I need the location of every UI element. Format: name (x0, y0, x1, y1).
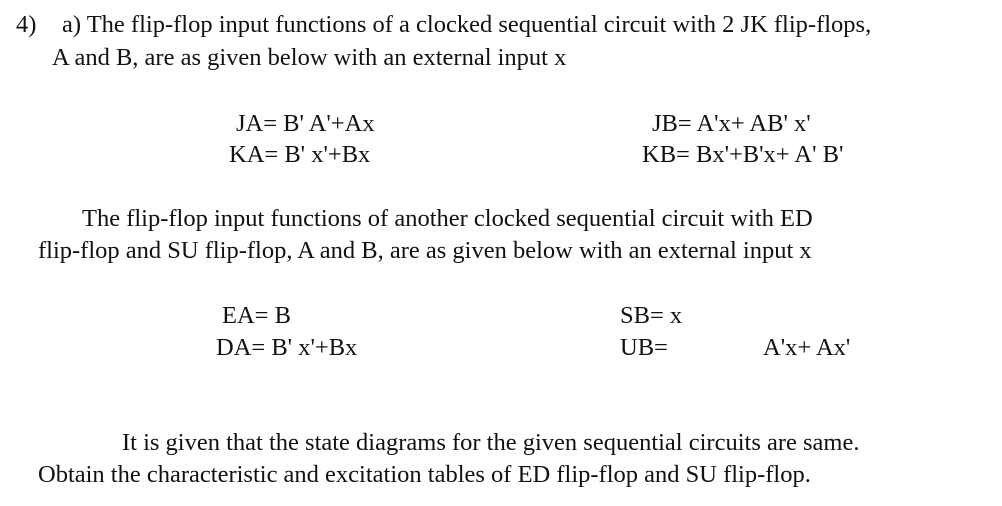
intro-line-1: a) The flip-flop input functions of a clocked sequential circuit with 2 JK flip-flops, (62, 11, 872, 38)
conclusion-line-2: Obtain the characteristic and excitation tables of ED flip-flop and SU flip-flop. (38, 461, 811, 488)
problem-number: 4) (16, 11, 37, 38)
equation-da: DA= B' x'+Bx (216, 334, 358, 361)
equation-ea: EA= B (222, 302, 291, 329)
equation-ub-label: UB= (620, 334, 668, 361)
equation-jb: JB= A'x+ AB' x' (652, 110, 811, 137)
equation-sb: SB= x (620, 302, 683, 329)
equation-ub-value: A'x+ Ax' (763, 334, 851, 361)
second-circuit-line-2: flip-flop and SU flip-flop, A and B, are as given below with an external input x (38, 237, 812, 264)
intro-line-2: A and B, are as given below with an external input x (52, 44, 567, 71)
equation-kb: KB= Bx'+B'x+ A' B' (642, 141, 844, 168)
second-circuit-line-1: The flip-flop input functions of another clocked sequential circuit with ED (82, 205, 813, 232)
equation-ja: JA= B' A'+Ax (236, 110, 375, 137)
conclusion-line-1: It is given that the state diagrams for the given sequential circuits are same. (122, 429, 860, 456)
equation-ka: KA= B' x'+Bx (229, 141, 371, 168)
